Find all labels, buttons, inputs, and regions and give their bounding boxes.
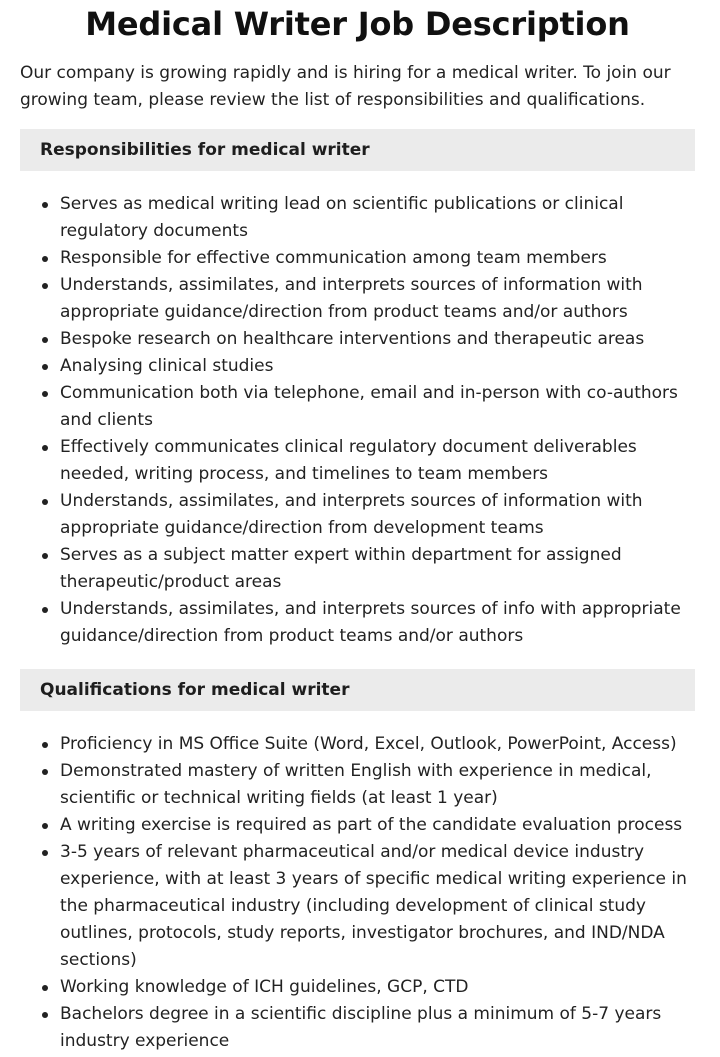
list-item-text: A writing exercise is required as part of the candidate evaluation process (60, 815, 683, 835)
list-item (20, 488, 695, 542)
bullet-icon (42, 769, 48, 775)
list-item-text: Understands, assimilates, and interprets sources of information with appropriate guidance/direction from development teams (60, 491, 643, 538)
list-item-text: Communication both via telephone, email and in-person with co-authors and clients (60, 383, 678, 430)
list-item (20, 812, 695, 839)
list-item-text: 3-5 years of relevant pharmaceutical and/or medical device industry experience, with at least 3 years of specific medical writing experience in the pharmaceutical industry (including development of clinical study outlines, protocols, study reports, investigator brochures, and IND/NDA sections) (60, 842, 687, 970)
bullet-icon (42, 283, 48, 289)
list-item-text: Understands, assimilates, and interprets sources of information with appropriate guidance/direction from product teams and/or authors (60, 275, 643, 322)
bullet-icon (42, 202, 48, 208)
bullet-icon (42, 742, 48, 748)
page-title: Medical Writer Job Description (85, 5, 630, 43)
list-item (20, 380, 695, 434)
qualifications-list (20, 731, 695, 1055)
bullet-icon (42, 391, 48, 397)
list-item (20, 353, 695, 380)
bullet-icon (42, 499, 48, 505)
list-item (20, 839, 695, 974)
intro-paragraph: Our company is growing rapidly and is hiring for a medical writer. To join our growing team, please review the list of responsibilities and qualifications. (20, 63, 671, 110)
bullet-icon (42, 1012, 48, 1018)
bullet-icon (42, 553, 48, 559)
responsibilities-list (20, 191, 695, 650)
bullet-icon (42, 985, 48, 991)
list-item (20, 1001, 695, 1055)
list-item-text: Bespoke research on healthcare interventions and therapeutic areas (60, 329, 645, 349)
bullet-icon (42, 364, 48, 370)
bullet-icon (42, 445, 48, 451)
list-item-text: Bachelors degree in a scientific discipline plus a minimum of 5-7 years industry experience (60, 1004, 662, 1051)
list-item (20, 434, 695, 488)
list-item (20, 974, 695, 1001)
bullet-icon (42, 823, 48, 829)
bullet-icon (42, 337, 48, 343)
responsibilities-heading: Responsibilities for medical writer (20, 129, 695, 171)
bullet-icon (42, 256, 48, 262)
list-item-text: Proficiency in MS Office Suite (Word, Excel, Outlook, PowerPoint, Access) (60, 734, 677, 754)
list-item-text: Demonstrated mastery of written English with experience in medical, scientific or technical writing fields (at least 1 year) (60, 761, 652, 808)
list-item-text: Analysing clinical studies (60, 356, 274, 376)
list-item-text: Serves as medical writing lead on scientific publications or clinical regulatory documents (60, 194, 624, 241)
list-item-text: Responsible for effective communication among team members (60, 248, 607, 268)
bullet-icon (42, 607, 48, 613)
list-item (20, 245, 695, 272)
list-item (20, 758, 695, 812)
list-item (20, 191, 695, 245)
list-item (20, 596, 695, 650)
list-item-text: Understands, assimilates, and interprets sources of info with appropriate guidance/direction from product teams and/or authors (60, 599, 681, 646)
list-item-text: Effectively communicates clinical regulatory document deliverables needed, writing process, and timelines to team members (60, 437, 637, 484)
list-item (20, 326, 695, 353)
list-item-text: Serves as a subject matter expert within department for assigned therapeutic/product areas (60, 545, 622, 592)
bullet-icon (42, 850, 48, 856)
list-item (20, 542, 695, 596)
list-item (20, 731, 695, 758)
list-item-text: Working knowledge of ICH guidelines, GCP, CTD (60, 977, 469, 997)
qualifications-heading: Qualifications for medical writer (20, 669, 695, 711)
list-item (20, 272, 695, 326)
